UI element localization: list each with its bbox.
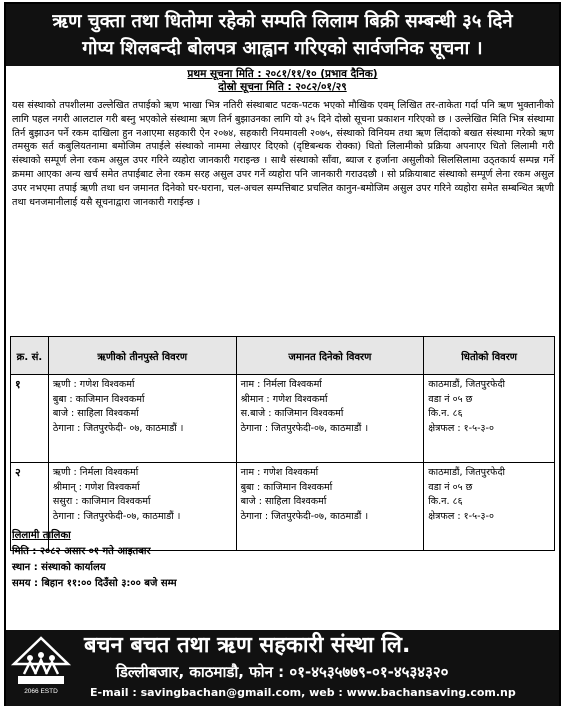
collateral-details xyxy=(424,375,555,463)
table-row xyxy=(11,375,555,463)
guarantor-relation: श्रीमान : गणेश विश्वकर्मा xyxy=(240,393,328,405)
borrower-husband: श्रीमान् : गणेश विश्वकर्मा xyxy=(52,481,140,493)
auction-heading: लिलामी तालिका xyxy=(12,530,71,541)
guarantor-details xyxy=(236,375,424,463)
guarantor-relation-2: स.बाजे : काजिमान विश्वकर्मा xyxy=(240,408,344,419)
borrower-address: ठेगाना : जितपुरफेदी- ०७, काठमाडौं । xyxy=(52,422,184,434)
guarantor-address: ठेगाना : जितपुरफेदी-०७, काठमाडौं । xyxy=(240,422,369,434)
borrower-father: बुबा : काजिमान विश्वकर्मा xyxy=(52,393,145,405)
collateral-table xyxy=(10,336,555,551)
first-notice-date: प्रथम सूचना मिति : २०८१/११/१० (प्रभाव दैनिक) xyxy=(187,68,378,80)
borrower-address: ठेगाना : जितपुरफेदी-०७, काठमाडौं । xyxy=(52,510,181,522)
auction-place: स्थान : संस्थाको कार्यालय xyxy=(12,562,106,573)
organization-name: बचन बचत तथा ऋण सहकारी संस्था लि. xyxy=(84,633,411,658)
collateral-plot: कि.न. ८६ xyxy=(428,408,463,419)
table-header-row xyxy=(11,337,555,375)
guarantor-name: नाम : गणेश विश्वकर्मा xyxy=(240,467,319,478)
header-serial: क्र. सं. xyxy=(11,337,49,375)
cooperative-logo-icon xyxy=(10,634,72,700)
guarantor-address: ठेगाना : जितपुरफेदी-०७, काठमाडौं । xyxy=(240,510,369,522)
notice-dates xyxy=(6,68,559,94)
borrower-name: ऋणी : निर्मला विश्वकर्मा xyxy=(52,467,139,478)
borrower-father-in-law: ससुरा : काजिमान विश्वकर्मा xyxy=(52,496,151,507)
collateral-location: काठमाडौं, जितपुरफेदी xyxy=(428,379,506,390)
second-notice-date: दोस्रो सूचना मिति : २०८२/०१/२९ xyxy=(218,81,347,93)
notice-frame xyxy=(4,2,561,706)
collateral-area: क्षेत्रफल : १-५-३-० xyxy=(428,422,494,434)
borrower-details xyxy=(48,375,236,463)
auction-date: मिति : २०८२ असार ०१ गते आइतबार xyxy=(12,546,151,557)
organization-address: डिल्लीबजार, काठमाडौ, फोन : ०१-४५३५७७९-०१-४५३४३२० xyxy=(116,663,449,681)
collateral-ward: वडा नं ०५ छ xyxy=(428,393,473,405)
notice-body: यस संस्थाको तपशीलमा उल्लेखित तपाईको ऋण भाखा भित्र नतिरी संस्थाबाट पटक-पटक भएको मौखिक एवम् लिखित तर-ताकेता गर्दा पनि ऋण भुक्तानीको लागि पहल नगरी आलटाल गरी बस्नु भएकोले संस्थामा ऋण तिर्न बुझाउनका लागि यो ३५ दिने दोस्रो सूचना प्रकाशन गरिएको छ । उल्लेखित मिति भित्र संस्थामा तिर्न बुझाउन पर्ने रकम दाखिला हुन नआएमा सहकारी ऐन २०७४, सहकारी नियमावली २०७५, संस्थाको विनियम तथा ऋण लिंदाको बखत संस्थामा गरेको ऋण तमसुक सर्त कबुलियतनामा बमोजिम तपाईले संस्थाको नाममा लेखाएर दिएको (दृष्टिबन्धक रोक्का) धितो लिलामीको प्रक्रिया अपनाएर धितो लिलामी गरी संस्थाको सम्पूर्ण लेना रकम असुल उपर गरिने व्यहोरा जानकारी गराइन्छ । साथै संस्थाको साँवा, ब्याज र हर्जाना असुलीको सिलसिलामा उठ्तकार्य सम्पन्न गर्ने क्रममा आएका अन्य खर्च समेत तपाईबाट लेना रकम सरह असुल उपर गर्ने व्यहोरा पनि जानकारी गराउदछौ । सो प्रक्रियाबाट संस्थाको सम्पूर्ण लेना रकम असुल उपर नभएमा तपाई ऋणी तथा धन जमानत दिनेको घर-घराना, चल-अचल सम्पत्तिबाट प्रचलित कानुन-बमोजिम असुल उपर गरिने व्यहोरा समेत सम्बन्धित ऋणी तथा धनजमानीलाई यसै सूचनाद्वारा जानकारी गराईन्छ । xyxy=(12,100,554,208)
organization-contact[interactable]: E-mail : savingbachan@gmail.com, web : www.bachansaving.com.np xyxy=(90,686,516,699)
notice-headline xyxy=(6,4,559,66)
headline-line-1: ऋण चुक्ता तथा धितोमा रहेको सम्पति लिलाम बिक्री सम्बन्धी ३५ दिने xyxy=(52,11,513,32)
collateral-location: काठमाडौं, जितपुरफेदी xyxy=(428,467,506,478)
headline-line-2: गोप्य शिलबन्दी बोलपत्र आह्वान गरिएको सार्वजनिक सूचना । xyxy=(82,38,483,59)
guarantor-relation-2: बाजे : साहिला विश्वकर्मा xyxy=(240,496,327,507)
guarantor-name: नाम : निर्मला विश्वकर्मा xyxy=(240,379,322,390)
organization-footer xyxy=(6,630,559,706)
guarantor-relation: बुबा : काजिमान विश्वकर्मा xyxy=(240,481,333,493)
guarantor-details xyxy=(236,463,424,551)
auction-time: समय : बिहान ११:०० दिउँसो ३:०० बजे सम्म xyxy=(12,578,177,589)
collateral-area: क्षेत्रफल : १-५-३-० xyxy=(428,510,494,522)
auction-schedule xyxy=(12,528,177,592)
header-borrower: ऋणीको तीनपुस्ते विवरण xyxy=(48,337,236,375)
serial-number: २ xyxy=(11,463,49,551)
header-collateral: धितोको विवरण xyxy=(424,337,555,375)
borrower-grandfather: बाजे : साहिला विश्वकर्मा xyxy=(52,408,139,419)
collateral-ward: वडा नं ०५ छ xyxy=(428,481,473,493)
logo-year: 2066 ESTD xyxy=(24,688,58,695)
header-guarantor: जमानत दिनेको विवरण xyxy=(236,337,424,375)
collateral-plot: कि.न. ८६ xyxy=(428,496,463,507)
serial-number: १ xyxy=(11,375,49,463)
collateral-details xyxy=(424,463,555,551)
borrower-name: ऋणी : गणेश विश्वकर्मा xyxy=(52,379,135,390)
